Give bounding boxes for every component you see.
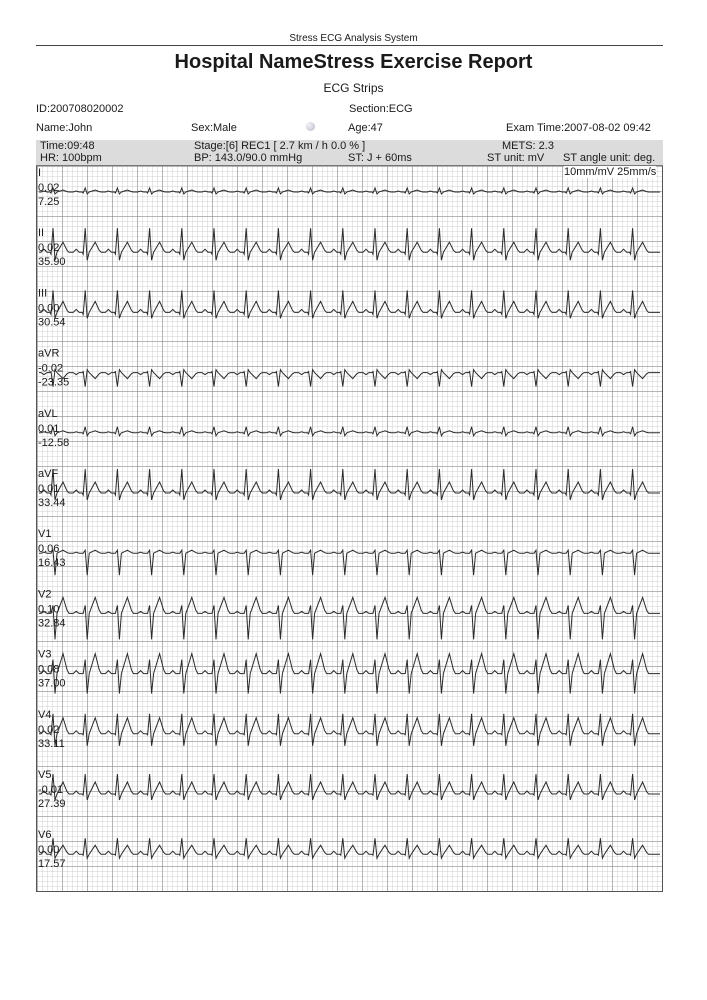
lead-st-value-V4: 0.02 — [38, 723, 60, 736]
lead-trace-V4 — [39, 714, 660, 746]
report-title: Hospital NameStress Exercise Report — [174, 51, 533, 73]
patient-section: Section:ECG — [349, 103, 413, 115]
lead-st-value-III: 0.00 — [38, 302, 60, 315]
lead-st-value-V3: 0.08 — [38, 663, 60, 676]
patient-name: Name:John — [36, 122, 93, 134]
lead-trace-aVR — [39, 370, 660, 387]
lead-st-angle-aVL: -12.58 — [38, 436, 70, 449]
lead-trace-aVL — [39, 427, 660, 436]
lead-st-angle-III: 30.54 — [38, 316, 66, 329]
lead-st-value-V1: 0.06 — [38, 543, 60, 556]
patient-age: Age:47 — [348, 122, 383, 134]
patient-sex: Sex:Male — [191, 122, 237, 134]
strip-time: Time:09:48 — [40, 140, 95, 152]
lead-st-angle-I: 7.25 — [38, 196, 60, 208]
lead-name-I: I — [38, 167, 42, 179]
lead-st-value-aVF: 0.01 — [38, 483, 60, 495]
lead-st-angle-V6: 17.57 — [38, 858, 66, 871]
strip-blood-pressure: BP: 143.0/90.0 mmHg — [194, 152, 303, 164]
lead-name-aVR: aVR — [38, 347, 60, 360]
strip-scale: 10mm/mV 25mm/s — [564, 166, 657, 178]
lead-name-V5: V5 — [38, 769, 52, 781]
lead-trace-II — [39, 228, 660, 260]
lead-trace-I — [39, 188, 660, 194]
patient-id: ID:200708020002 — [36, 103, 124, 115]
lead-st-angle-aVR: -23.35 — [38, 376, 70, 389]
lead-st-value-V2: 0.10 — [38, 603, 60, 616]
lead-name-aVL: aVL — [38, 407, 58, 420]
lead-trace-V5 — [39, 774, 660, 800]
strip-st-point: ST: J + 60ms — [348, 152, 412, 164]
report-subtitle: ECG Strips — [323, 81, 384, 95]
strip-st-unit: ST unit: mV — [487, 152, 545, 164]
lead-st-value-V6: 0.00 — [38, 844, 60, 857]
strip-heart-rate: HR: 100bpm — [40, 152, 102, 164]
lead-name-V3: V3 — [38, 648, 52, 661]
lead-st-angle-V5: 27.39 — [38, 798, 66, 810]
strip-st-angle-unit: ST angle unit: deg. — [563, 152, 656, 164]
lead-trace-V2 — [39, 597, 660, 639]
lead-st-value-aVR: -0.02 — [38, 362, 64, 375]
lead-name-V6: V6 — [38, 829, 52, 842]
lead-st-value-V5: -0.01 — [38, 784, 64, 796]
lead-trace-V1 — [39, 550, 660, 575]
lead-trace-V6 — [39, 838, 660, 858]
strip-stage: Stage:[6] REC1 [ 2.7 km / h 0.0 % ] — [194, 140, 366, 152]
lead-name-V4: V4 — [38, 708, 52, 721]
lead-trace-III — [39, 290, 660, 318]
lead-st-value-aVL: 0.01 — [38, 422, 60, 435]
lead-name-aVF: aVF — [38, 468, 59, 480]
strip-mets: METS: 2.3 — [502, 140, 554, 152]
lead-name-III: III — [38, 287, 48, 300]
lead-st-angle-V1: 16.43 — [38, 557, 66, 570]
lead-st-value-II: 0.02 — [38, 242, 60, 255]
lead-name-II: II — [38, 227, 45, 240]
lead-name-V1: V1 — [38, 528, 52, 541]
lead-st-angle-V4: 33.11 — [38, 737, 65, 750]
system-title: Stress ECG Analysis System — [289, 33, 418, 44]
lead-st-value-I: 0.02 — [38, 182, 60, 194]
lead-trace-V3 — [39, 654, 660, 694]
lead-st-angle-V3: 37.00 — [38, 677, 66, 690]
lead-name-V2: V2 — [38, 588, 52, 601]
lead-st-angle-aVF: 33.44 — [38, 497, 66, 509]
exam-time: Exam Time:2007-08-02 09:42 — [506, 122, 651, 134]
lead-st-angle-V2: 32.84 — [38, 617, 66, 630]
lead-st-angle-II: 35.90 — [38, 256, 66, 269]
lead-trace-aVF — [39, 469, 660, 500]
